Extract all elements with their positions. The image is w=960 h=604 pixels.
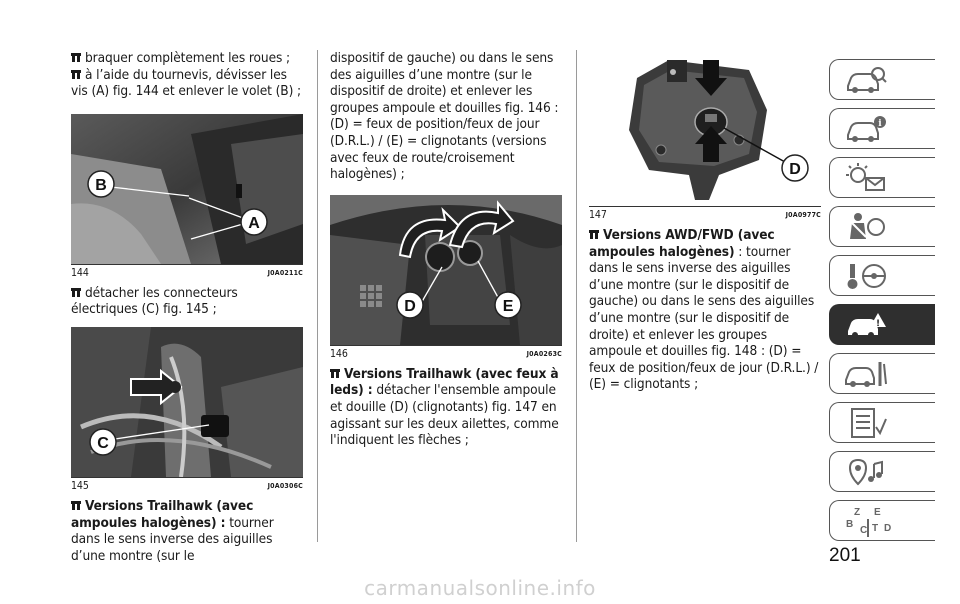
car-info-icon xyxy=(844,113,888,145)
tab-dashboard-lights[interactable] xyxy=(829,157,935,198)
bullet-icon xyxy=(71,501,81,510)
paragraph: dispositif de gauche) ou dans le sens des aiguilles d’une montre (sur le dispositif de droite) et enlever les groupes ampoule et douilles fig. 146 : (D) = feux de position/feux de jour (D.R.L.) / (E) = clignotants (versions avec feux de route/croisement halogènes) ; xyxy=(330,50,559,183)
bullet-paragraph: Versions AWD/FWD (avec ampoules halogènes) : tourner dans le sens inverse des aiguilles d’une montre (sur le dispositif de gauche) ou dans le sens des aiguilles d’une montre (sur le dispositif de droite) et enlever les groupes ampoule et douilles fig. 148 : (D) = feux de position/feux de jour (D.R.L.) / (E) = clignotants ; xyxy=(589,227,819,393)
callout-a: A xyxy=(248,214,260,232)
figure-code: J0A0306C xyxy=(267,481,303,490)
figure-147-image xyxy=(589,50,821,206)
figure-146-caption xyxy=(330,345,562,360)
column-2 xyxy=(330,50,562,449)
figure-code: J0A0977C xyxy=(785,211,821,219)
index-letter: E xyxy=(874,507,881,518)
callout-c: C xyxy=(97,434,109,452)
column-1 xyxy=(71,50,303,564)
tab-car-warning-light[interactable] xyxy=(829,304,935,345)
callout-d: D xyxy=(404,297,416,315)
figure-146-image xyxy=(330,195,562,345)
index-letter: C xyxy=(860,525,868,536)
figure-145 xyxy=(71,327,303,477)
tab-multimedia[interactable] xyxy=(829,451,935,492)
index-letter: B xyxy=(846,519,854,530)
column-divider xyxy=(576,50,577,542)
bullet-paragraph: Versions Trailhawk (avec ampoules halogènes) : tourner dans le sens inverse des aiguilles d’une montre (sur le xyxy=(71,497,274,564)
car-search-icon xyxy=(844,64,888,96)
bullet-icon xyxy=(71,288,81,297)
tab-checklist[interactable] xyxy=(829,402,935,443)
checklist-icon xyxy=(844,407,888,439)
tab-car-tools[interactable] xyxy=(829,353,935,394)
bullet-paragraph: détacher les connecteurs électriques (C) fig. 145 ; xyxy=(71,284,238,318)
bullet-paragraph: braquer complètement les roues ; xyxy=(71,50,303,67)
column-3 xyxy=(589,50,821,393)
figure-144 xyxy=(71,114,303,264)
watermark: carmanualsonline.info xyxy=(364,576,596,600)
bullet-icon xyxy=(330,369,340,378)
tab-car-info[interactable] xyxy=(829,108,935,149)
callout-e: E xyxy=(502,297,514,315)
figure-147-caption xyxy=(589,206,821,221)
figure-number: 145 xyxy=(71,479,89,492)
chapter-tabs xyxy=(829,59,937,549)
figure-144-image xyxy=(71,114,303,264)
index-letter: D xyxy=(884,523,892,534)
index-letter: T xyxy=(872,523,879,534)
figure-number: 144 xyxy=(71,266,89,279)
tab-seatbelt-airbag[interactable] xyxy=(829,206,935,247)
page-number: 201 xyxy=(829,545,861,566)
figure-number: 146 xyxy=(330,347,348,360)
tab-index[interactable] xyxy=(829,500,935,541)
tab-key-steering[interactable] xyxy=(829,255,935,296)
car-tools-icon xyxy=(844,358,888,390)
callout-d: D xyxy=(789,161,801,178)
figure-code: J0A0211C xyxy=(267,268,303,277)
seatbelt-airbag-icon xyxy=(844,211,888,243)
key-steering-icon xyxy=(844,260,888,292)
figure-147 xyxy=(589,50,821,206)
figure-code: J0A0263C xyxy=(526,349,562,358)
index-letter: Z xyxy=(854,507,861,518)
bullet-paragraph: à l’aide du tournevis, dévisser les vis (A) fig. 144 et enlever le volet (B) ; xyxy=(71,66,302,100)
figure-145-caption xyxy=(71,477,303,492)
dashboard-lights-icon xyxy=(844,162,888,194)
figure-145-image xyxy=(71,327,303,477)
column-divider xyxy=(317,50,318,542)
bullet-icon xyxy=(71,53,81,62)
figure-number: 147 xyxy=(589,209,607,221)
svg-text:i: i xyxy=(878,119,882,129)
bullet-paragraph: Versions Trailhawk (avec feux à leds) : détacher l'ensemble ampoule et douille (D) (clignotants) fig. 147 en agissant sur les deux ailettes, comme l'indiquent les flèches ; xyxy=(330,365,559,449)
bullet-icon xyxy=(71,70,81,79)
svg-text:!: ! xyxy=(875,319,881,329)
car-warning-light-icon xyxy=(844,309,888,341)
figure-146 xyxy=(330,195,562,345)
tab-car-search[interactable] xyxy=(829,59,935,100)
bullet-icon xyxy=(589,230,599,239)
index-letters-icon xyxy=(844,505,894,539)
multimedia-icon xyxy=(844,456,888,488)
callout-b: B xyxy=(95,176,107,194)
figure-144-caption xyxy=(71,264,303,279)
